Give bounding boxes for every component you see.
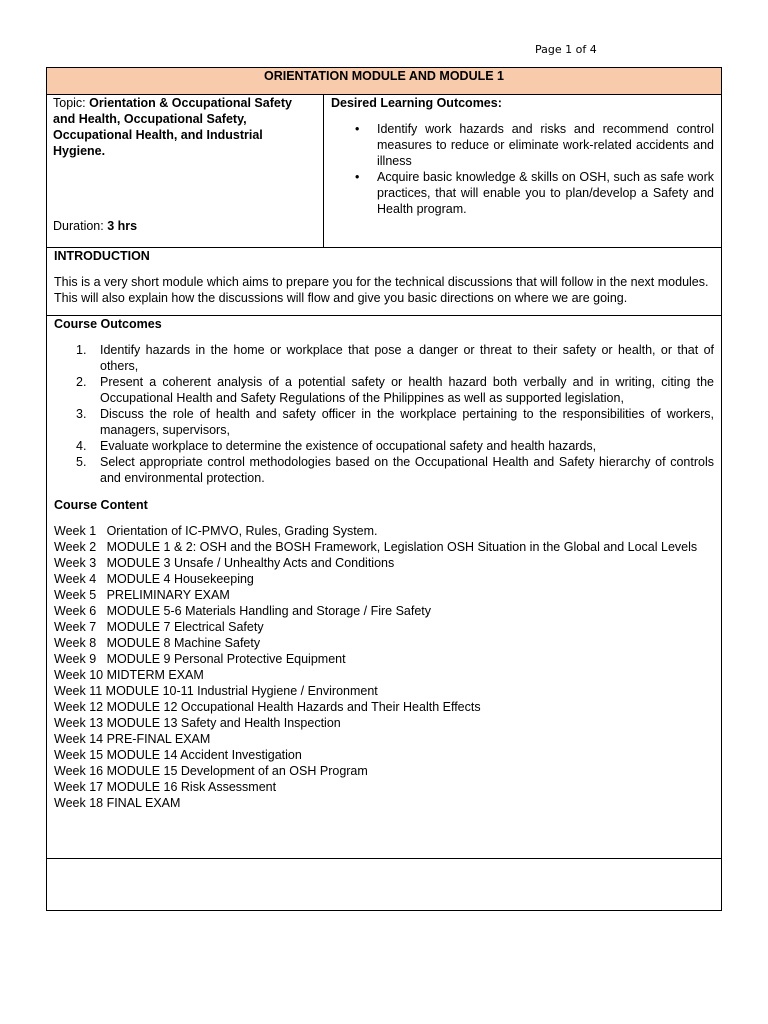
week-row <box>54 603 714 619</box>
week-topic: MODULE 16 Risk Assessment <box>106 780 277 794</box>
week-row <box>54 555 714 571</box>
course-section <box>47 316 721 859</box>
week-row <box>54 587 714 603</box>
week-row <box>54 795 714 811</box>
week-topic: MODULE 10-11 Industrial Hygiene / Environment <box>105 684 378 698</box>
empty-row <box>47 859 721 910</box>
week-topic: FINAL EXAM <box>106 796 181 810</box>
topic-cell <box>47 95 324 247</box>
week-topic: MODULE 4 Housekeeping <box>106 572 254 586</box>
week-label: Week 10 <box>54 668 107 682</box>
week-row <box>54 619 714 635</box>
module-title: ORIENTATION MODULE AND MODULE 1 <box>47 68 721 95</box>
week-row <box>54 571 714 587</box>
item-number: 1. <box>76 343 87 357</box>
learning-outcomes-cell <box>324 95 721 247</box>
learning-outcomes-title: Desired Learning Outcomes: <box>331 96 502 110</box>
introduction-section <box>47 248 721 316</box>
week-label: Week 18 <box>54 796 107 810</box>
duration-value: 3 hrs <box>107 219 138 233</box>
duration-label: Duration: <box>53 219 108 233</box>
item-text: Present a coherent analysis of a potential safety or health hazard both verbally and in writing, citing the Occupational Health and Safety Regulations of the Philippines as well as supported legislation, <box>100 375 714 405</box>
introduction-title: INTRODUCTION <box>54 249 150 263</box>
week-label: Week 13 <box>54 716 107 730</box>
week-label: Week 5 <box>54 588 107 602</box>
week-label: Week 9 <box>54 652 107 666</box>
item-number: 5. <box>76 455 87 469</box>
week-label: Week 7 <box>54 620 107 634</box>
week-row <box>54 667 714 683</box>
week-label: Week 2 <box>54 540 107 554</box>
item-text: Evaluate workplace to determine the existence of occupational safety and health hazards, <box>100 439 597 453</box>
list-item: • Identify work hazards and risks and recommend control measures to reduce or eliminate work-related accidents and illness <box>377 121 714 169</box>
week-row <box>54 635 714 651</box>
learning-outcomes-list <box>331 121 714 217</box>
list-item: • Acquire basic knowledge & skills on OSH, such as safe work practices, that will enable you to plan/develop a Safety and Health program. <box>377 169 714 217</box>
week-row <box>54 523 714 539</box>
week-row <box>54 699 714 715</box>
week-topic: PRE-FINAL EXAM <box>106 732 211 746</box>
week-row <box>54 539 714 555</box>
week-label: Week 17 <box>54 780 107 794</box>
week-label: Week 4 <box>54 572 107 586</box>
course-content-list <box>54 523 714 811</box>
topic-text: Orientation & Occupational Safety and Health, Occupational Safety, Occupational Health, and Industrial Hygiene. <box>53 96 292 158</box>
topic-label: Topic: <box>53 96 90 110</box>
introduction-text: This is a very short module which aims to prepare you for the technical discussions that will follow in the next modules. This will also explain how the discussions will flow and give you basic directions on where we are going. <box>54 275 709 305</box>
week-row <box>54 683 714 699</box>
week-topic: MODULE 13 Safety and Health Inspection <box>106 716 341 730</box>
topic <box>53 95 317 159</box>
item-number: 2. <box>76 375 87 389</box>
item-text: Identify hazards in the home or workplace that pose a danger or threat to their safety or health, or that of others, <box>100 343 714 373</box>
list-item <box>76 374 714 406</box>
week-label: Week 11 <box>54 684 106 698</box>
course-outcomes-list <box>54 342 714 486</box>
week-row <box>54 731 714 747</box>
week-topic: MODULE 3 Unsafe / Unhealthy Acts and Conditions <box>106 556 395 570</box>
list-item <box>76 406 714 438</box>
week-label: Week 16 <box>54 764 107 778</box>
week-label: Week 3 <box>54 556 107 570</box>
item-number: 4. <box>76 439 87 453</box>
week-topic: MIDTERM EXAM <box>106 668 204 682</box>
week-label: Week 6 <box>54 604 107 618</box>
week-row <box>54 779 714 795</box>
week-label: Week 1 <box>54 524 107 538</box>
module-table <box>46 67 722 911</box>
course-outcomes-title: Course Outcomes <box>54 317 162 331</box>
week-row <box>54 715 714 731</box>
week-topic: MODULE 7 Electrical Safety <box>106 620 264 634</box>
week-topic: Orientation of IC-PMVO, Rules, Grading System. <box>106 524 378 538</box>
list-item <box>76 438 714 454</box>
week-label: Week 8 <box>54 636 107 650</box>
week-row <box>54 747 714 763</box>
list-item <box>76 342 714 374</box>
week-label: Week 12 <box>54 700 107 714</box>
week-label: Week 15 <box>54 748 107 762</box>
week-topic: MODULE 15 Development of an OSH Program <box>106 764 368 778</box>
item-number: 3. <box>76 407 87 421</box>
course-content-title: Course Content <box>54 498 148 512</box>
week-topic: MODULE 8 Machine Safety <box>106 636 261 650</box>
item-text: Select appropriate control methodologies based on the Occupational Health and Safety hierarchy of controls and environmental protection. <box>100 455 714 485</box>
week-topic: MODULE 5-6 Materials Handling and Storage / Fire Safety <box>106 604 432 618</box>
list-item <box>76 454 714 486</box>
week-row <box>54 763 714 779</box>
week-topic: MODULE 9 Personal Protective Equipment <box>106 652 346 666</box>
week-topic: PRELIMINARY EXAM <box>106 588 230 602</box>
item-text: Discuss the role of health and safety officer in the workplace pertaining to the responsibilities of workers, managers, supervisors, <box>100 407 714 437</box>
week-topic: MODULE 1 & 2: OSH and the BOSH Framework, Legislation OSH Situation in the Global and Local Levels <box>106 540 698 554</box>
week-topic: MODULE 14 Accident Investigation <box>106 748 302 762</box>
week-topic: MODULE 12 Occupational Health Hazards and Their Health Effects <box>106 700 481 714</box>
week-label: Week 14 <box>54 732 107 746</box>
topic-row <box>47 95 721 248</box>
week-row <box>54 651 714 667</box>
duration <box>53 218 137 234</box>
page-number: Page 1 of 4 <box>535 43 597 56</box>
